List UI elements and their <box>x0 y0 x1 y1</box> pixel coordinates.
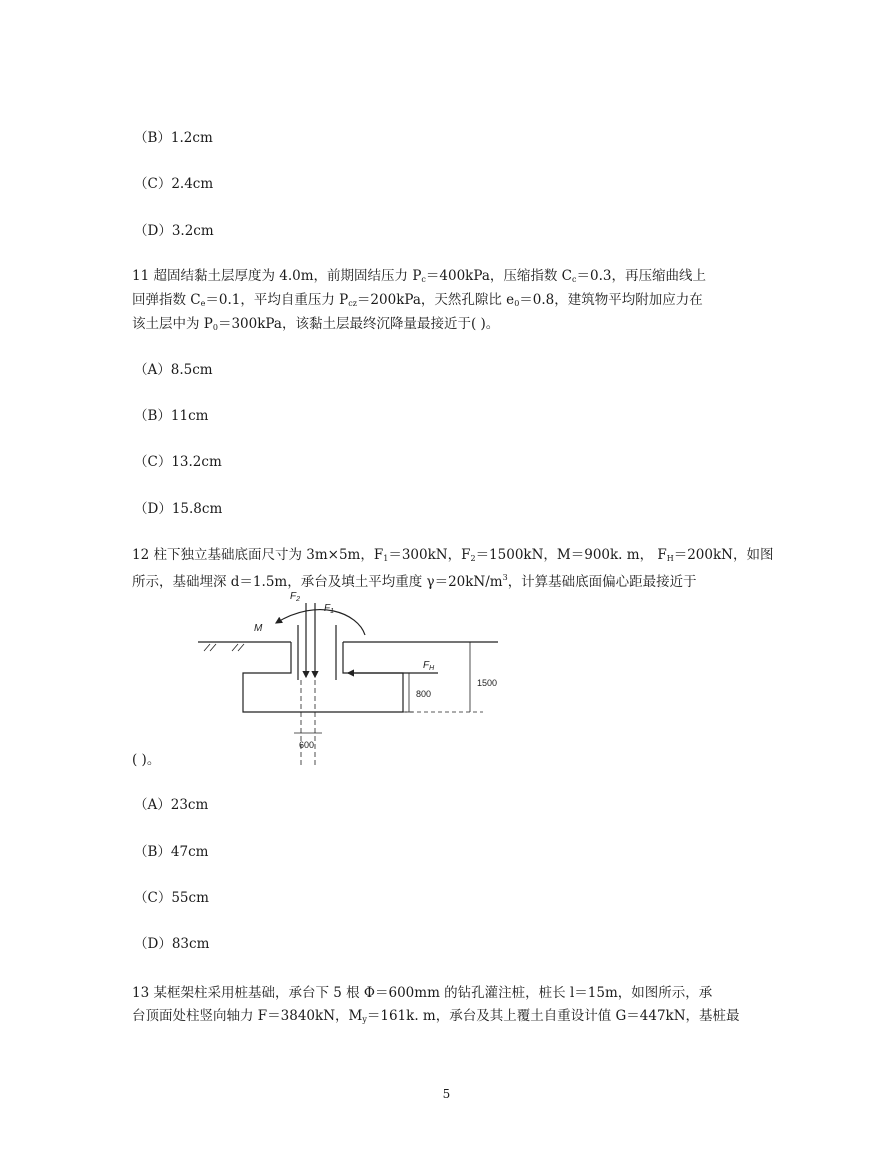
moment-label: M <box>254 623 263 634</box>
q11-line-2: 回弹指数 $C_e=0.1$，平均自重压力 $P_{cz}=200kPa$，天然孔隙比 $e_0=0.8$，建筑物平均附加应力在 <box>132 292 703 308</box>
q12-line-1: 12 柱下独立基础底面尺寸为 3m×5m，$F_1=300kN$，$F_2=1500kN$，M＝900k. m， $F_H=200kN$，如图 <box>132 547 774 563</box>
q12-option-d: （D）83cm <box>134 936 210 952</box>
fh-label: $F_H$ <box>423 660 435 672</box>
dim-1500-label: 1500 <box>477 678 498 688</box>
q11-line-3: 该土层中为 $P_0=300kPa$，该黏土层最终沉降量最接近于( )。 <box>132 316 500 332</box>
q12-option-c: （C）55cm <box>134 890 209 906</box>
page-number: 5 <box>442 1087 451 1101</box>
dim-800-label: 800 <box>416 689 432 699</box>
moment-arc <box>276 610 365 635</box>
q11-option-a: （A）8.5cm <box>134 362 213 378</box>
q12-line-3: ( )。 <box>132 752 161 768</box>
foundation-diagram <box>198 585 518 770</box>
option-b: （B）1.2cm <box>134 130 213 146</box>
q13-line-1: 13 某框架柱采用桩基础，承台下 5 根 Φ＝600mm 的钻孔灌注桩，桩长 l＝15m，如图所示，承 <box>132 985 713 1001</box>
option-c: （C）2.4cm <box>134 176 214 192</box>
q11-option-d: （D）15.8cm <box>134 501 223 517</box>
q13-line-2: 台顶面处柱竖向轴力 F＝3840kN，$M_y=161k$. m，承台及其上覆土自重设计值 G＝447kN，基桩最 <box>132 1008 740 1024</box>
q11-option-c: （C）13.2cm <box>134 454 222 470</box>
option-d: （D）3.2cm <box>134 223 214 239</box>
q12-option-b: （B）47cm <box>134 844 209 860</box>
q12-line-2: 所示，基础埋深 d＝1.5m，承台及填土平均重度 $\gamma=20kN/m^3$，计算基础底面偏心距最接近于 <box>132 573 697 590</box>
q12-option-a: （A）23cm <box>134 797 209 813</box>
q11-option-b: （B）11cm <box>134 408 209 424</box>
dim-600-label: 600 <box>299 740 315 750</box>
footing-outline <box>243 642 403 712</box>
f1-label: $F_1$ <box>324 603 335 615</box>
f2-label: $F_2$ <box>290 591 301 603</box>
q11-line-1: 11 超固结黏土层厚度为 4.0m，前期固结压力 $P_c=400kPa$，压缩指数 $C_c=0.3$，再压缩曲线上 <box>132 268 706 284</box>
